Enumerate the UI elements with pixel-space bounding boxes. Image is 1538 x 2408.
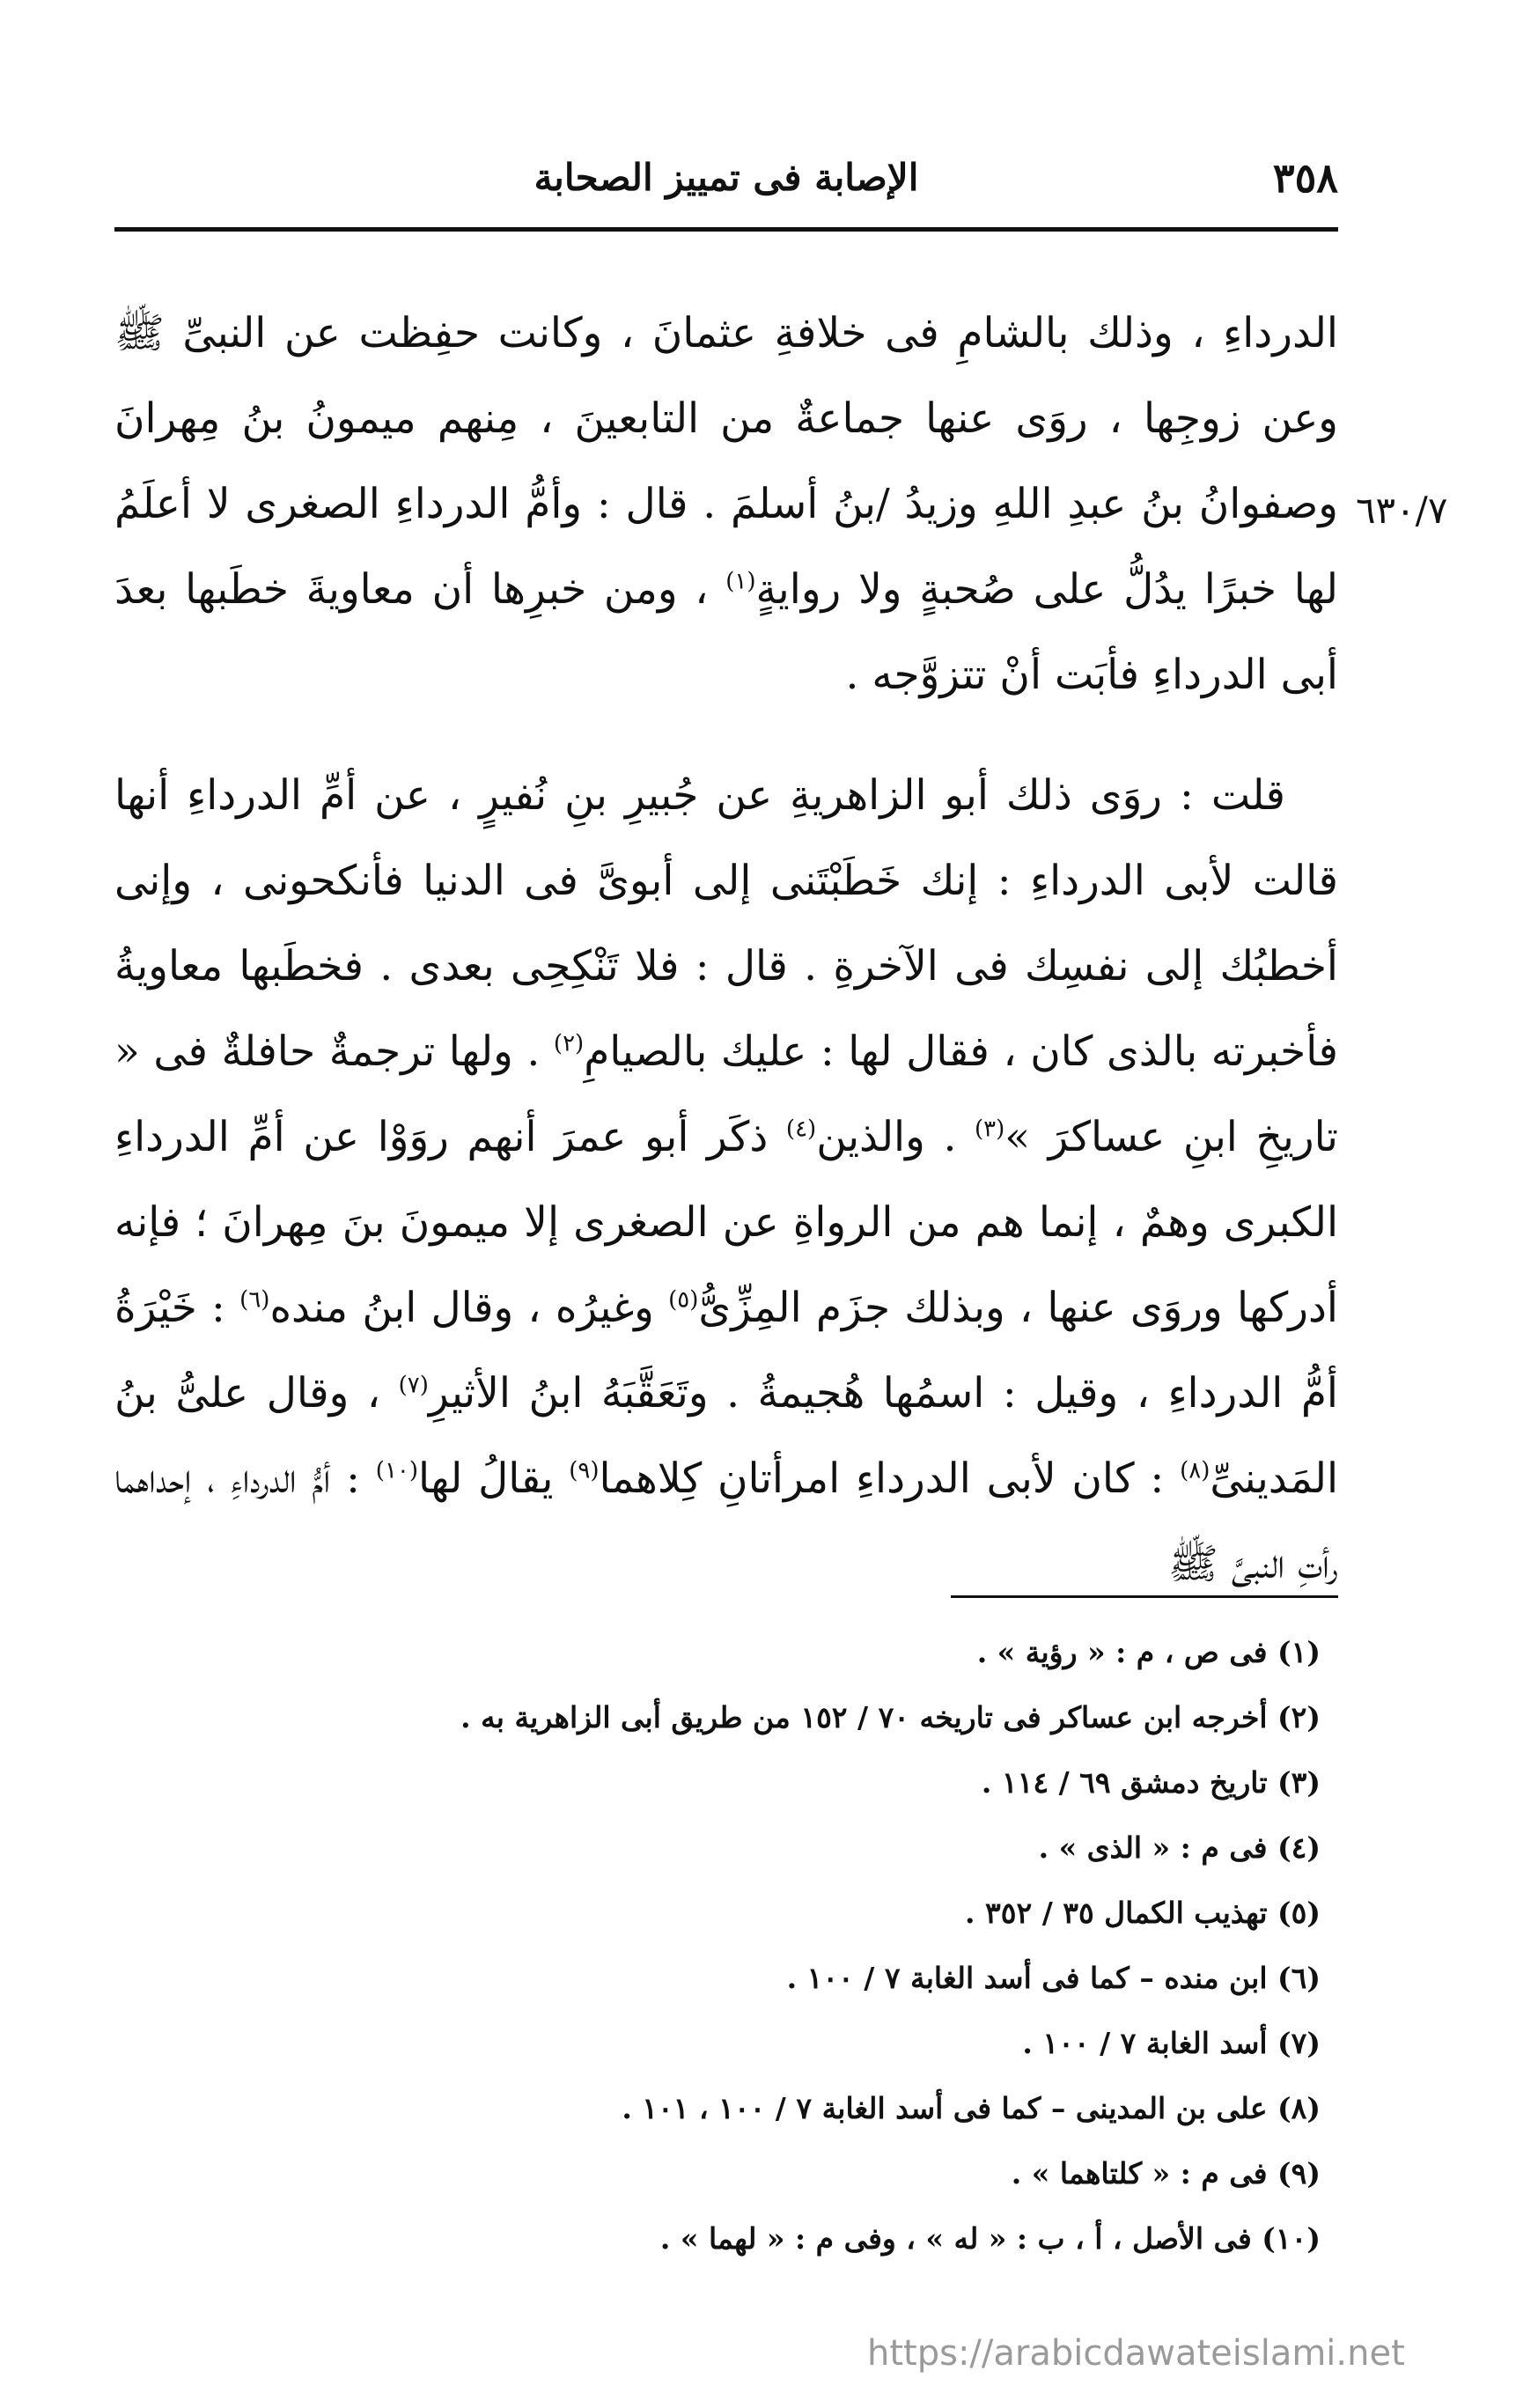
footnote-4: (٤) فى م : « الذى » .	[1038, 1830, 1321, 1865]
paragraph-1	[114, 291, 1338, 718]
margin-reference: ٦٣٠/٧	[1356, 489, 1448, 532]
paragraph-2-text-3: . والذين	[816, 1113, 975, 1161]
footnote-marker-9: (٩)	[569, 1457, 600, 1484]
footnote-marker-2: (٢)	[553, 1030, 585, 1057]
paragraph-1-text-2: ، ومن خبرِها أن معاويةَ خطَبها بعدَ أبى الدرداءِ فأبَت أنْ تتزوَّجه .	[114, 565, 1338, 699]
footnote-marker-7: (٧)	[398, 1372, 429, 1399]
footnote-marker-3: (٣)	[975, 1116, 1005, 1143]
paragraph-1-text-1: الدرداءِ ، وذلك بالشامِ فى خلافةِ عثمانَ ، وكانت حفِظت عن النبىِّ ﷺ وعن زوجِها ، روَى عنها جماعةٌ من التابعينَ ، مِنهم ميمونُ بنُ مِهرانَ وصفوانُ بنُ عبدِ اللهِ وزيدُ /بنُ أسلمَ . قال : وأمُّ الدرداءِ الصغرى لا أعلَمُ لها خبرًا يدُلُّ على صُحبةٍ ولا روايةٍ	[114, 309, 1338, 614]
page-number: ٣٥٨	[1272, 154, 1338, 202]
footnote-7: (٧) أسد الغابة ٧ / ١٠٠ .	[1022, 2026, 1321, 2060]
footnote-8: (٨) على بن المدينى – كما فى أسد الغابة ٧ / ١٠٠ ، ١٠١ .	[622, 2091, 1321, 2125]
footnote-separator	[951, 1595, 1338, 1598]
footnote-marker-5: (٥)	[668, 1286, 699, 1314]
footnote-marker-6: (٦)	[239, 1286, 270, 1314]
paragraph-2-text-9: يقالُ لها	[418, 1454, 570, 1503]
paragraph-2-text-8: : كان لأبى الدرداءِ امرأتانِ كِلاهما	[599, 1454, 1181, 1503]
footnote-9: (٩) فى م : « كلتاهما » .	[1011, 2156, 1321, 2191]
paragraph-2-text-4: ذكَر أبو عمرَ أنهم روَوْا عن أمِّ الدرداءِ الكبرى وهمٌ ، إنما هم من الرواةِ عن الصغرى إلا ميمونَ بنَ مِهرانَ ؛ فإنه أدركها وروَى عنها ، وبذلك جزَم المِزِّىُّ	[114, 1113, 1338, 1332]
footnote-6: (٦) ابن منده – كما فى أسد الغابة ٧ / ١٠٠ .	[786, 1961, 1321, 1995]
paragraph-2-text-1: قلت : روَى ذلك أبو الزاهريةِ عن جُبيرِ بنِ نُفيرٍ ، عن أمِّ الدرداءِ أنها قالت لأبى الدرداءِ : إنك خَطَبْتَنى إلى أبوىَّ فى الدنيا فأنكحونى ، وإنى أخطبُك إلى نفسِك فى الآخرةِ . قال : فلا تَنْكِحِى بعدى . فخطَبها معاويةُ فأخبرته بالذى كان ، فقال لها : عليك بالصيامِ	[114, 771, 1339, 1076]
footnotes-list	[114, 1620, 1321, 2272]
footnote-marker-8: (٨)	[1180, 1457, 1211, 1484]
footnote-marker-1: (١)	[725, 568, 756, 595]
footnote-marker-10: (١٠)	[375, 1457, 419, 1484]
footnote-10: (١٠) فى الأصل ، أ ، ب : « له » ، وفى م : « لهما » .	[659, 2221, 1321, 2256]
paragraph-2-text-2: . ولها ترجمةٌ حافلةٌ فى « تاريخِ ابنِ عساكرَ »	[114, 1027, 1338, 1161]
paragraph-2-text-5: وغيرُه ، وقال ابنُ منده	[269, 1284, 669, 1332]
main-text	[114, 291, 1338, 1607]
footnote-marker-4: (٤)	[785, 1116, 817, 1143]
header-rule	[114, 227, 1338, 232]
paragraph-2-text-10: : أمُّ الدرداءِ ، إحداهما رأتِ النبىَّ ﷺ	[114, 1454, 1338, 1588]
page-header	[114, 154, 1338, 216]
paragraph-2-text-6: : خَيْرَةُ أمُّ الدرداءِ ، وقيل : اسمُها هُجيمةُ . وتَعَقَّبَهُ ابنُ الأثيرِ	[114, 1284, 1338, 1418]
watermark-url: https://arabicdawateislami.net	[867, 2333, 1405, 2374]
footnote-1: (١) فى ص ، م : « رؤية » .	[976, 1635, 1321, 1669]
footnote-3: (٣) تاريخ دمشق ٦٩ / ١١٤ .	[981, 1765, 1321, 1800]
running-title: الإصابة فى تمييز الصحابة	[534, 156, 919, 199]
paragraph-2-text-7: ، وقال علىُّ بنُ المَدينىِّ	[114, 1369, 1339, 1503]
footnote-5: (٥) تهذيب الكمال ٣٥ / ٣٥٢ .	[965, 1896, 1321, 1930]
footnote-2: (٢) أخرجه ابن عساكر فى تاريخه ٧٠ / ١٥٢ من طريق أبى الزاهرية به .	[460, 1700, 1321, 1734]
paragraph-2	[114, 753, 1338, 1607]
